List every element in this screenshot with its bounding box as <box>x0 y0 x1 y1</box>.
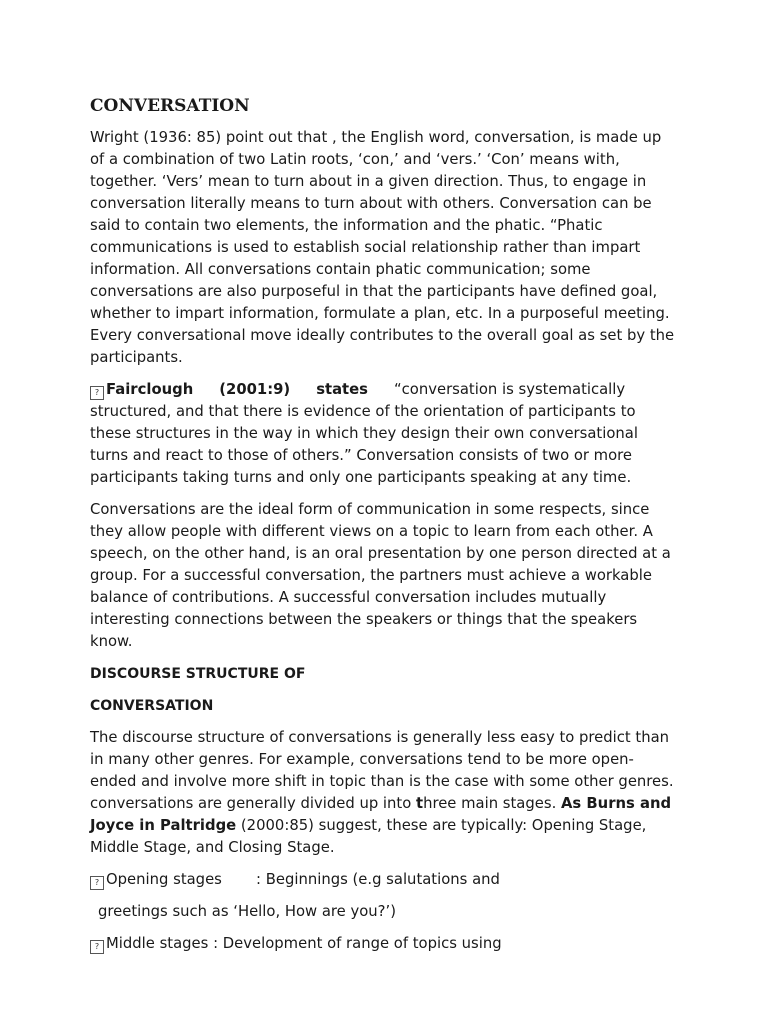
opening-stages-text: : Beginnings (e.g salutations and <box>256 871 500 888</box>
section-heading-line1: DISCOURSE STRUCTURE OF <box>90 666 306 682</box>
paragraph-wright: Wright (1936: 85) point out that , the English word, conversation, is made up of a combination of two Latin roots, ‘con,’ and ‘vers.’ ‘Con’ means with, together. ‘Vers’ mean to turn about in a given direction. Thus, to engage in conversation literally means to turn about with others. Conversation can be said to contain two elements, the information and the phatic. “Phatic communications is used to establish social relationship rather than impart information. All conversations contain phatic communication; some conversations are also purposeful in that the participants have defined goal, whether to impart information, formulate a plan, etc. In a purposeful meeting. Every conversational move ideally contributes to the overall goal as set by the participants. <box>90 129 675 366</box>
discourse-text-a: The discourse structure of conversations is generally less easy to predict than in many other genres. For example, conversations tend to be more open-ended and involve more shift in topic than is the case with some other genres. conversations are generally divided up into <box>90 729 674 812</box>
section-heading-line2: CONVERSATION <box>90 698 214 714</box>
author-name: Fairclough <box>106 381 194 398</box>
quote-text: “conversation is systematically structured, and that there is evidence of the orientation of participants to these structures in the way in which they design their own conversational turns and react to those of others.” Conversation consists of two or more participants taking turns and only one participants speaking at any time. <box>90 381 638 486</box>
opening-stages-label: Opening stages <box>106 871 222 888</box>
missing-glyph-icon: ? <box>90 940 104 954</box>
middle-stages-text: Middle stages : Development of range of topics using <box>106 935 502 952</box>
citation-year: (2001:9) <box>219 381 291 398</box>
missing-glyph-icon: ? <box>90 386 104 400</box>
bullet-opening-stages <box>90 869 680 891</box>
missing-glyph-icon: ? <box>90 876 104 890</box>
opening-stages-continuation: greetings such as ‘Hello, How are you?’) <box>98 903 396 920</box>
paragraph-ideal-form: Conversations are the ideal form of communication in some respects, since they allow people with different views on a topic to learn from each other. A speech, on the other hand, is an oral presentation by one person directed at a group. For a successful conversation, the partners must achieve a workable balance of contributions. A successful conversation includes mutually interesting connections between the speakers or things that the speakers know. <box>90 501 671 650</box>
paragraph-fairclough <box>90 379 680 489</box>
discourse-reference: As Burns and Joyce in Paltridge <box>90 795 672 834</box>
discourse-text-c: (2000:85) suggest, these are typically: Opening Stage, Middle Stage, and Closing Stage. <box>90 817 647 856</box>
discourse-text-b: hree main stages. <box>423 795 561 812</box>
document-title: CONVERSATION <box>90 96 250 116</box>
bullet-middle-stages <box>90 933 680 955</box>
discourse-bold-t: t <box>415 795 424 812</box>
citation-verb: states <box>316 381 368 398</box>
document-page <box>90 93 680 965</box>
paragraph-discourse-structure <box>90 727 680 859</box>
